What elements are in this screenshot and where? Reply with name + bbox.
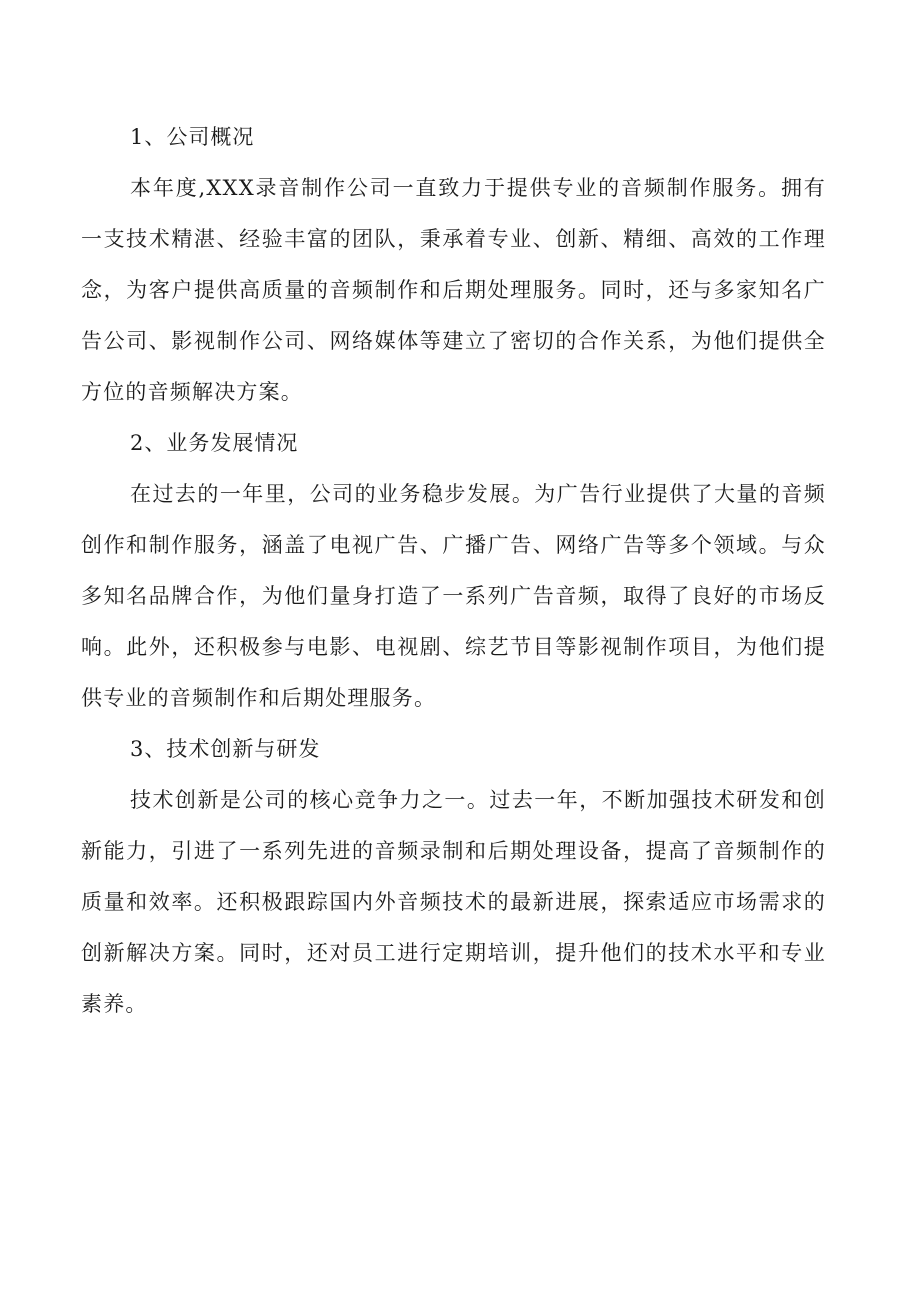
- document-page: [81, 112, 826, 1030]
- section-paragraph: 技术创新是公司的核心竞争力之一。过去一年，不断加强技术研发和创新能力，引进了一系列先进的音频录制和后期处理设备，提高了音频制作的质量和效率。还积极跟踪国内外音频技术的最新进展，探索适应市场需求的创新解决方案。同时，还对员工进行定期培训，提升他们的技术水平和专业素养。: [81, 788, 826, 1016]
- section-company-overview: [81, 112, 826, 418]
- section-heading: 1、公司概况: [130, 125, 255, 149]
- section-business-development: [81, 418, 826, 724]
- section-tech-innovation: [81, 724, 826, 1030]
- section-paragraph: 在过去的一年里，公司的业务稳步发展。为广告行业提供了大量的音频创作和制作服务，涵盖了电视广告、广播广告、网络广告等多个领域。与众多知名品牌合作，为他们量身打造了一系列广告音频，取得了良好的市场反响。此外，还积极参与电影、电视剧、综艺节目等影视制作项目，为他们提供专业的音频制作和后期处理服务。: [81, 482, 826, 710]
- section-heading: 2、业务发展情况: [130, 431, 299, 455]
- section-heading: 3、技术创新与研发: [130, 737, 321, 761]
- section-paragraph: 本年度,XXX录音制作公司一直致力于提供专业的音频制作服务。拥有一支技术精湛、经验丰富的团队，秉承着专业、创新、精细、高效的工作理念，为客户提供高质量的音频制作和后期处理服务。同时，还与多家知名广告公司、影视制作公司、网络媒体等建立了密切的合作关系，为他们提供全方位的音频解决方案。: [81, 176, 826, 404]
